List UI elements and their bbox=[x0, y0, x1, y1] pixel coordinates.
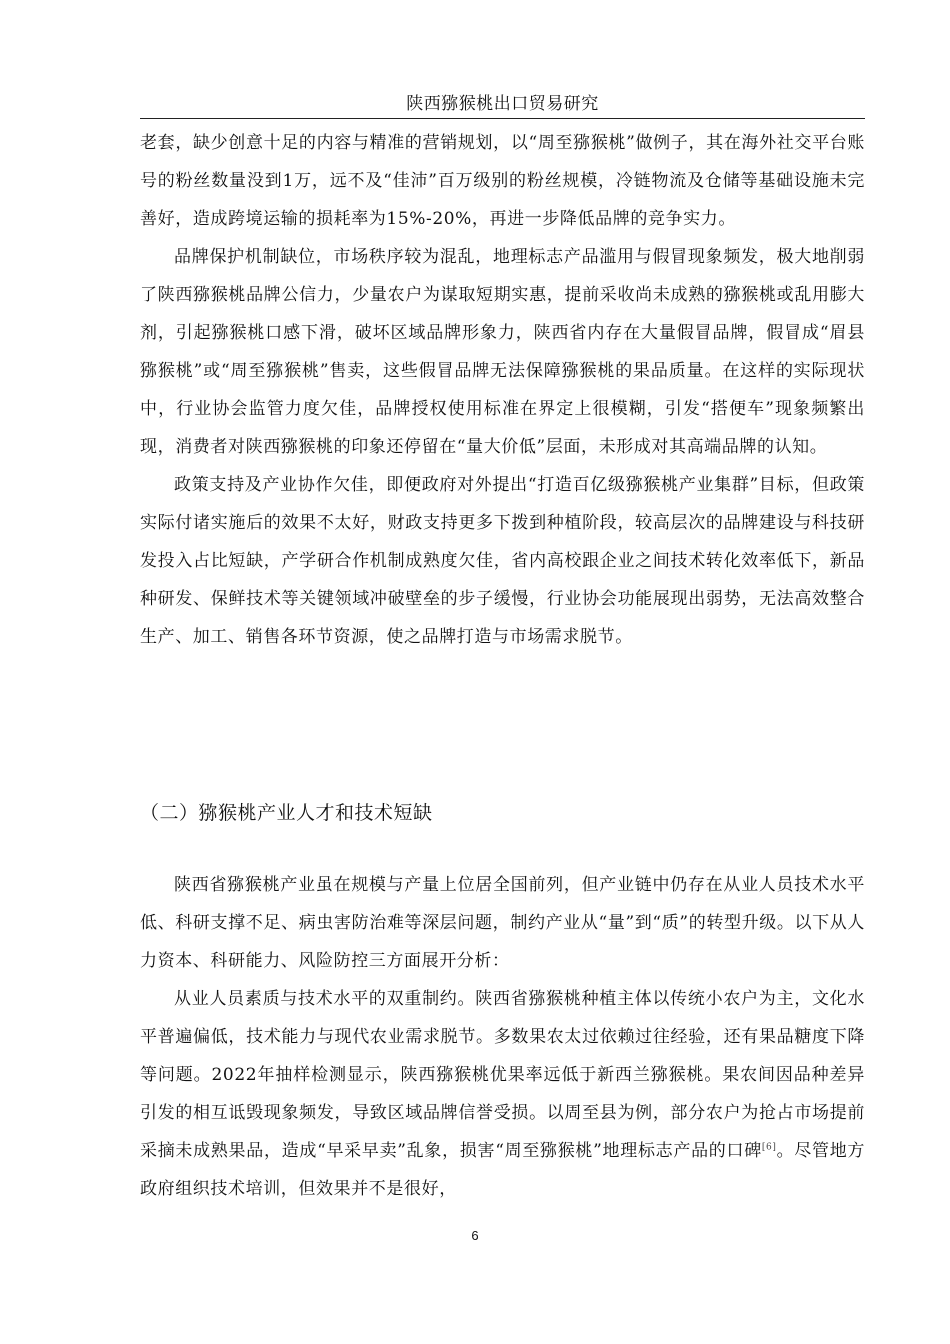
paragraph-continued: 老套，缺少创意十足的内容与精准的营销规划，以“周至猕猴桃”做例子，其在海外社交平台账号的粉丝数量没到1万，远不及“佳沛”百万级别的粉丝规模，冷链物流及仓储等基础设施未完善好，造成跨境运输的损耗率为15%-20%，再进一步降低品牌的竞争实力。 bbox=[140, 133, 865, 229]
paragraph-workforce-tail: 。尽管地方政府组织技术培训，但效果并不是很好， bbox=[140, 1141, 866, 1199]
citation-marker: [6] bbox=[761, 1142, 777, 1153]
paragraph-workforce bbox=[140, 980, 865, 1208]
section-heading bbox=[140, 794, 865, 832]
section-heading-text: （二）猕猴桃产业人才和技术短缺 bbox=[140, 802, 433, 824]
paragraph-brand-protection: 品牌保护机制缺位，市场秩序较为混乱，地理标志产品滥用与假冒现象频发，极大地削弱了陕西猕猴桃品牌公信力，少量农户为谋取短期实惠，提前采收尚未成熟的猕猴桃或乱用膨大剂，引起猕猴桃口感下滑，破坏区域品牌形象力，陕西省内存在大量假冒品牌，假冒成“眉县猕猴桃”或“周至猕猴桃”售卖，这些假冒品牌无法保障猕猴桃的果品质量。在这样的实际现状中，行业协会监管力度欠佳，品牌授权使用标准在界定上很模糊，引发“搭便车”现象频繁出现，消费者对陕西猕猴桃的印象还停留在“量大价低”层面，未形成对其高端品牌的认知。 bbox=[140, 247, 865, 457]
paragraph-workforce-text: 从业人员素质与技术水平的双重制约。陕西省猕猴桃种植主体以传统小农户为主，文化水平普遍偏低，技术能力与现代农业需求脱节。多数果农太过依赖过往经验，还有果品糖度下降等问题。2022年抽样检测显示，陕西猕猴桃优果率远低于新西兰猕猴桃。果农间因品种差异引发的相互诋毁现象频发，导致区域品牌信誉受损。以周至县为例，部分农户为抢占市场提前采摘未成熟果品，造成“早采早卖”乱象，损害“周至猕猴桃”地理标志产品的口碑 bbox=[140, 989, 865, 1161]
running-header bbox=[140, 90, 865, 119]
page-number: 6 bbox=[471, 1228, 479, 1243]
body-block-brand-issues bbox=[140, 124, 865, 656]
body-block-talent-shortage bbox=[140, 866, 865, 1208]
paragraph-intro: 陕西省猕猴桃产业虽在规模与产量上位居全国前列，但产业链中仍存在从业人员技术水平低、科研支撑不足、病虫害防治难等深层问题，制约产业从“量”到“质”的转型升级。以下从人力资本、科研能力、风险防控三方面展开分析： bbox=[140, 875, 865, 971]
running-header-title: 陕西猕猴桃出口贸易研究 bbox=[406, 94, 599, 114]
paragraph-policy-support: 政策支持及产业协作欠佳，即便政府对外提出“打造百亿级猕猴桃产业集群”目标，但政策实际付诸实施后的效果不太好，财政支持更多下拨到种植阶段，较高层次的品牌建设与科技研发投入占比短缺，产学研合作机制成熟度欠佳，省内高校跟企业之间技术转化效率低下，新品种研发、保鲜技术等关键领域冲破壁垒的步子缓慢，行业协会功能展现出弱势，无法高效整合生产、加工、销售各环节资源，使之品牌打造与市场需求脱节。 bbox=[140, 475, 865, 647]
